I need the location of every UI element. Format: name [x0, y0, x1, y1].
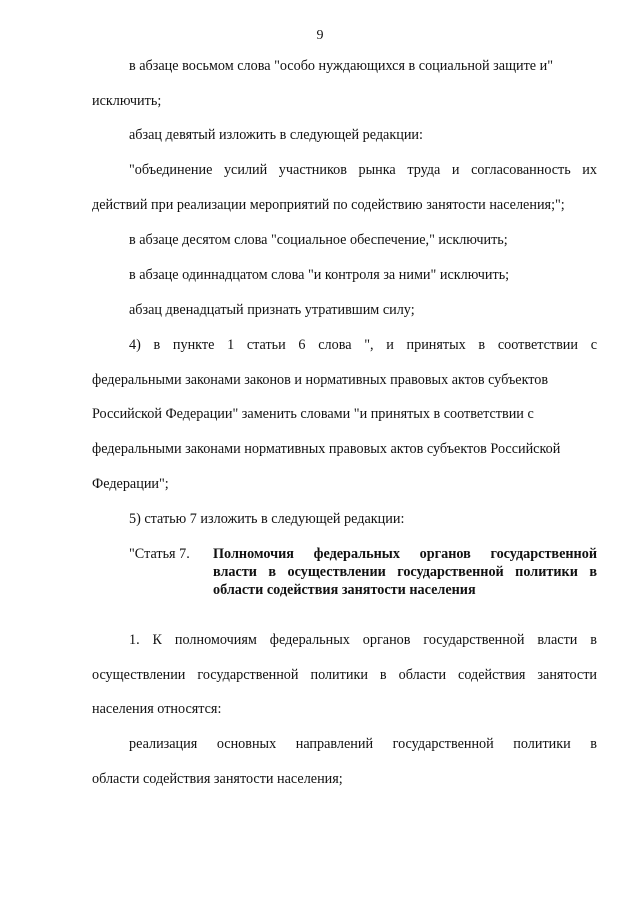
article-title-line: Полномочия федеральных органов государственной: [213, 546, 597, 562]
text-line: действий при реализации мероприятий по содействию занятости населения;";: [92, 197, 565, 213]
text-line: населения относятся:: [92, 701, 222, 717]
article-title-line: области содействия занятости населения: [213, 582, 476, 598]
text-line: Федерации";: [92, 476, 169, 492]
text-line: в абзаце десятом слова "социальное обеспечение," исключить;: [129, 232, 508, 248]
text-line: реализация основных направлений государственной политики в: [129, 736, 597, 752]
text-line: Российской Федерации" заменить словами "и принятых в соответствии с: [92, 406, 534, 422]
text-line: 5) статью 7 изложить в следующей редакции:: [129, 511, 405, 527]
text-line: федеральными законами законов и нормативных правовых актов субъектов: [92, 372, 549, 388]
text-line: федеральными законами нормативных правовых актов субъектов Российской: [92, 441, 561, 457]
text-line: в абзаце восьмом слова "особо нуждающихся в социальной защите и": [129, 58, 554, 74]
text-line: "объединение усилий участников рынка труда и согласованность их: [129, 162, 597, 178]
text-line: абзац девятый изложить в следующей редакции:: [129, 127, 423, 143]
article-title-line: власти в осуществлении государственной политики в: [213, 564, 597, 580]
article-label: "Статья 7.: [129, 546, 190, 562]
text-line: осуществлении государственной политики в области содействия занятости: [92, 667, 597, 683]
text-line: в абзаце одиннадцатом слова "и контроля за ними" исключить;: [129, 267, 510, 283]
text-line: 4) в пункте 1 статьи 6 слова ", и принятых в соответствии с: [129, 337, 597, 353]
text-line: области содействия занятости населения;: [92, 771, 343, 787]
text-line: 1. К полномочиям федеральных органов государственной власти в: [129, 632, 597, 648]
text-line: исключить;: [92, 93, 162, 109]
page-number: 9: [316, 28, 324, 43]
text-line: абзац двенадцатый признать утратившим силу;: [129, 302, 415, 318]
